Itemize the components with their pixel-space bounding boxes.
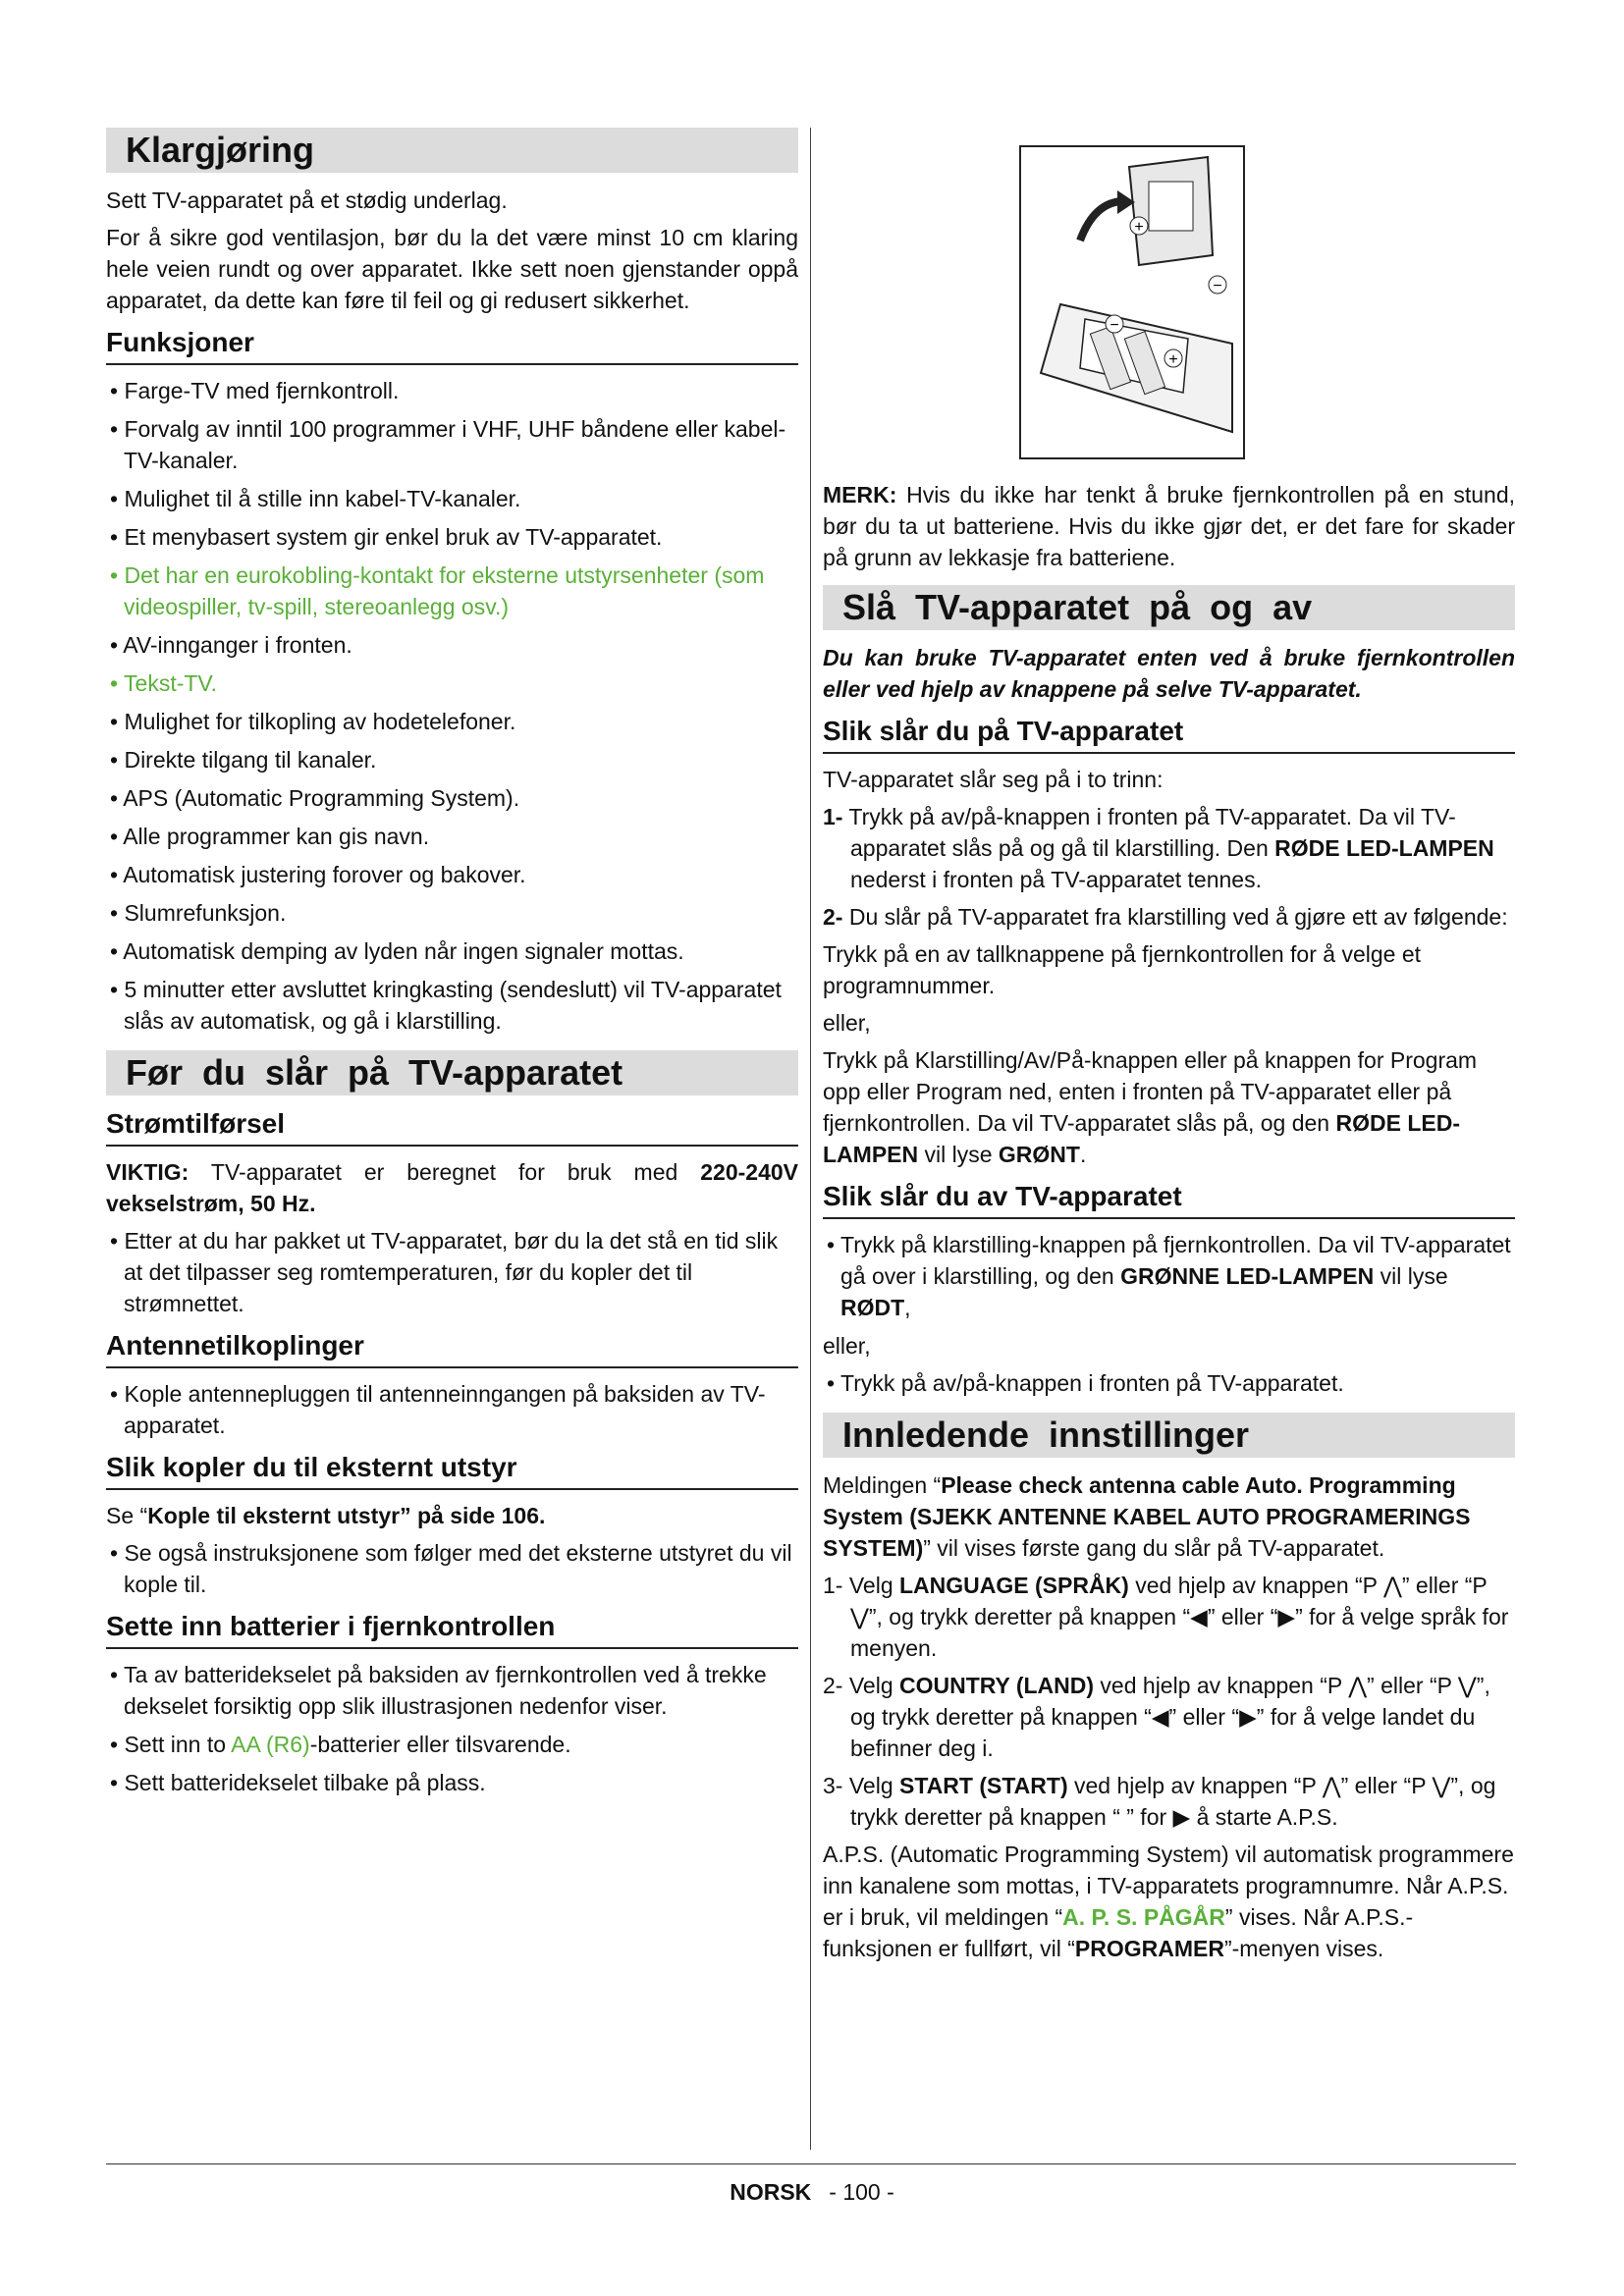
eller: eller, <box>823 1010 871 1036</box>
subtitle-sla-pa: Slik slår du på TV-apparatet <box>823 715 1515 754</box>
bold: RØDE LED-LAMPEN <box>823 1110 1460 1167</box>
text: . <box>1079 1142 1087 1167</box>
plus-sign: + <box>1168 351 1178 368</box>
section-title-for-du: Før du slår på TV-apparatet <box>106 1050 798 1095</box>
step-text: nederst i fronten på TV-apparatet tennes. <box>850 867 1262 892</box>
text: Meldingen “ <box>823 1472 942 1498</box>
list-item: • Mulighet for tilkopling av hodetelefoner. <box>106 706 798 737</box>
step-text: Du slår på TV-apparatet fra klarstilling ved å gjøre ett av følgende: <box>842 904 1508 930</box>
list-item: • Automatisk justering forover og bakover. <box>106 859 798 890</box>
left-column <box>106 128 798 1805</box>
sla-pa-p3 <box>823 1044 1515 1170</box>
bold: LANGUAGE (SPRÅK) <box>899 1573 1129 1598</box>
merk-paragraph <box>823 479 1515 573</box>
ekstern-se: Se “ <box>106 1503 148 1528</box>
batteri-text-b: -batterier eller tilsvarende. <box>309 1732 571 1757</box>
subtitle-antennetilkoplinger: Antennetilkoplinger <box>106 1329 798 1368</box>
text: Velg <box>842 1773 899 1798</box>
list-item: • Alle programmer kan gis navn. <box>106 821 798 852</box>
batteri-text-a: Sett inn to <box>124 1732 232 1757</box>
footer-language: NORSK <box>730 2179 812 2205</box>
step-number: 3- <box>823 1773 843 1798</box>
bold: START (START) <box>899 1773 1068 1798</box>
bold: COUNTRY (LAND) <box>899 1673 1095 1698</box>
bold: RØDT <box>840 1295 905 1320</box>
list-item: • Slumrefunksjon. <box>106 897 798 929</box>
text: , <box>904 1295 911 1320</box>
text: Velg <box>842 1673 899 1698</box>
bold: GRØNNE LED-LAMPEN <box>1120 1263 1375 1289</box>
list-item: • Ta av batteridekselet på baksiden av fjernkontrollen ved å trekke dekselet forsiktig opp slik illustrasjonen nedenfor viser. <box>106 1659 798 1722</box>
text: ved hjelp av knappen “P ⋀” eller “P ⋁”, og trykk deretter på knappen “◀” eller “▶” for å velge språk for menyen. <box>850 1573 1509 1661</box>
text: ved hjelp av knappen “P ⋀” eller “P ⋁”, og trykk deretter på knappen “◀” eller “▶” for å velge landet du befinner deg i. <box>850 1673 1490 1761</box>
list-item: • Tekst-TV. <box>106 667 798 699</box>
list-item: • AV-innganger i fronten. <box>106 629 798 661</box>
text: vil lyse <box>1374 1263 1448 1289</box>
minus-sign: − <box>1110 317 1119 334</box>
klargjoring-p1: Sett TV-apparatet på et stødig underlag. <box>106 187 508 213</box>
ekstern-reference <box>106 1500 798 1531</box>
step-bold: RØDE LED-LAMPEN <box>1274 835 1494 861</box>
list-item: • Etter at du har pakket ut TV-apparatet, bør du la det stå en tid slik at det tilpasser seg romtemperaturen, før du kopler det til strømnettet. <box>106 1225 798 1319</box>
text: Trykk på klarstilling-knappen på fjernkontrollen. Da vil TV-apparatet gå over i klarstilling, og den <box>840 1232 1511 1289</box>
list-item: • Farge-TV med fjernkontroll. <box>106 375 798 406</box>
remote-battery-illustration <box>1019 145 1245 459</box>
list-item: • Direkte tilgang til kanaler. <box>106 744 798 775</box>
list-item: • Det har en eurokobling-kontakt for eksterne utstyrsenheter (som videospiller, tv-spill, stereoanlegg osv.) <box>106 560 798 622</box>
section-title-klargjoring: Klargjøring <box>106 128 798 173</box>
viktig-text: TV-apparatet er beregnet for bruk med <box>189 1159 701 1185</box>
aps-paragraph <box>823 1839 1515 1964</box>
step-3 <box>823 1770 1515 1833</box>
viktig-bold: 220-240V vekselstrøm, 50 Hz. <box>106 1159 798 1216</box>
step-number: 2- <box>823 1673 843 1698</box>
step-2 <box>823 901 1515 933</box>
sla-pa-p1: TV-apparatet slår seg på i to trinn: <box>823 767 1164 792</box>
ekstern-link-text: Kople til eksternt utstyr <box>147 1503 401 1528</box>
subtitle-sla-av: Slik slår du av TV-apparatet <box>823 1180 1515 1219</box>
plus-sign: + <box>1134 219 1144 236</box>
innledende-p1 <box>823 1469 1515 1564</box>
page-footer <box>0 2179 1624 2206</box>
eller: eller, <box>823 1333 871 1359</box>
page-number: - 100 - <box>829 2179 894 2205</box>
sla-pa-p2: Trykk på en av tallknappene på fjernkontrollen for å velge et programnummer. <box>823 941 1422 998</box>
text: vil lyse <box>918 1142 999 1167</box>
remote-control-icon <box>1021 147 1243 457</box>
list-item: • Se også instruksjonene som følger med det eksterne utstyret du vil kople til. <box>106 1537 798 1600</box>
aps-status: A. P. S. PÅGÅR <box>1062 1904 1225 1930</box>
text: ” vises. Når A.P.S.-funksjonen er fullført, vil “ <box>823 1904 1414 1961</box>
bold: PROGRAMER <box>1074 1936 1224 1961</box>
step-number: 2- <box>823 904 843 930</box>
text: Trykk på Klarstilling/Av/På-knappen eller på knappen for Program opp eller Program ned, enten i fronten på TV-apparatet eller på fjernkontrollen. Da vil TV-apparatet slås på, og den <box>823 1047 1478 1136</box>
viktig-label: VIKTIG: <box>106 1159 189 1185</box>
list-item: • Forvalg av inntil 100 programmer i VHF, UHF båndene eller kabel-TV-kanaler. <box>106 413 798 476</box>
list-item: • APS (Automatic Programming System). <box>106 782 798 814</box>
ekstern-page: ” på side 106. <box>400 1503 546 1528</box>
step-text: Trykk på av/på-knappen i fronten på TV-apparatet. Da vil TV-apparatet slås på og gå til klarstilling. Den <box>842 804 1456 861</box>
section-title-innledende: Innledende innstillinger <box>823 1413 1515 1458</box>
list-item: • Trykk på av/på-knappen i fronten på TV-apparatet. <box>823 1367 1515 1399</box>
right-column <box>823 135 1515 1970</box>
subtitle-stromtilforsel: Strømtilførsel <box>106 1107 798 1147</box>
sla-intro: Du kan bruke TV-apparatet enten ved å bruke fjernkontrollen eller ved hjelp av knappene på selve TV-apparatet. <box>823 645 1515 702</box>
list-item <box>106 1729 798 1760</box>
subtitle-batterier: Sette inn batterier i fjernkontrollen <box>106 1610 798 1649</box>
funksjoner-list <box>106 375 798 1037</box>
list-item <box>823 1229 1515 1323</box>
text: A.P.S. (Automatic Programming System) vil automatisk programmere inn kanalene som mottas, i TV-apparatets programnumre. Når A.P.S. er i bruk, vil meldingen “ <box>823 1842 1514 1930</box>
column-divider <box>810 128 811 2150</box>
subtitle-funksjoner: Funksjoner <box>106 326 798 365</box>
step-1 <box>823 1570 1515 1664</box>
text: ved hjelp av knappen “P ⋀” eller “P ⋁”, og trykk deretter på knappen “ ” for ▶ å starte A.P.S. <box>850 1773 1496 1830</box>
klargjoring-p2: For å sikre god ventilasjon, bør du la det være minst 10 cm klaring hele veien rundt og over apparatet. Ikke sett noen gjenstander oppå apparatet, da dette kan føre til feil og gi redusert sikkerhet. <box>106 225 798 313</box>
batteri-type: AA (R6) <box>231 1732 310 1757</box>
text: Velg <box>842 1573 899 1598</box>
step-number: 1- <box>823 804 843 829</box>
subtitle-eksternt-utstyr: Slik kopler du til eksternt utstyr <box>106 1451 798 1490</box>
bold: GRØNT <box>998 1142 1080 1167</box>
list-item: • Sett batteridekselet tilbake på plass. <box>106 1767 798 1798</box>
list-item: • Kople antennepluggen til antenneinngangen på baksiden av TV-apparatet. <box>106 1378 798 1441</box>
text: ” vil vises første gang du slår på TV-apparatet. <box>923 1535 1385 1561</box>
merk-label: MERK: <box>823 482 897 507</box>
text: ”-menyen vises. <box>1223 1936 1384 1961</box>
step-1 <box>823 801 1515 895</box>
viktig-paragraph <box>106 1156 798 1219</box>
step-2 <box>823 1670 1515 1764</box>
step-number: 1- <box>823 1573 843 1598</box>
section-title-sla: Slå TV-apparatet på og av <box>823 585 1515 630</box>
list-item: • Et menybasert system gir enkel bruk av TV-apparatet. <box>106 521 798 553</box>
bold: Please check antenna cable Auto. Programming System (SJEKK ANTENNE KABEL AUTO PROGRAMERINGS SYSTEM) <box>823 1472 1471 1561</box>
footer-divider <box>106 2163 1516 2164</box>
merk-text: Hvis du ikke har tenkt å bruke fjernkontrollen på en stund, bør du ta ut batteriene. Hvis du ikke gjør det, er det fare for skader på grunn av lekkasje fra batteriene. <box>823 482 1515 570</box>
list-item: • Mulighet til å stille inn kabel-TV-kanaler. <box>106 483 798 514</box>
list-item: • 5 minutter etter avsluttet kringkasting (sendeslutt) vil TV-apparatet slås av automatisk, og gå i klarstilling. <box>106 974 798 1037</box>
minus-sign: − <box>1213 278 1222 294</box>
list-item: • Automatisk demping av lyden når ingen signaler mottas. <box>106 935 798 967</box>
